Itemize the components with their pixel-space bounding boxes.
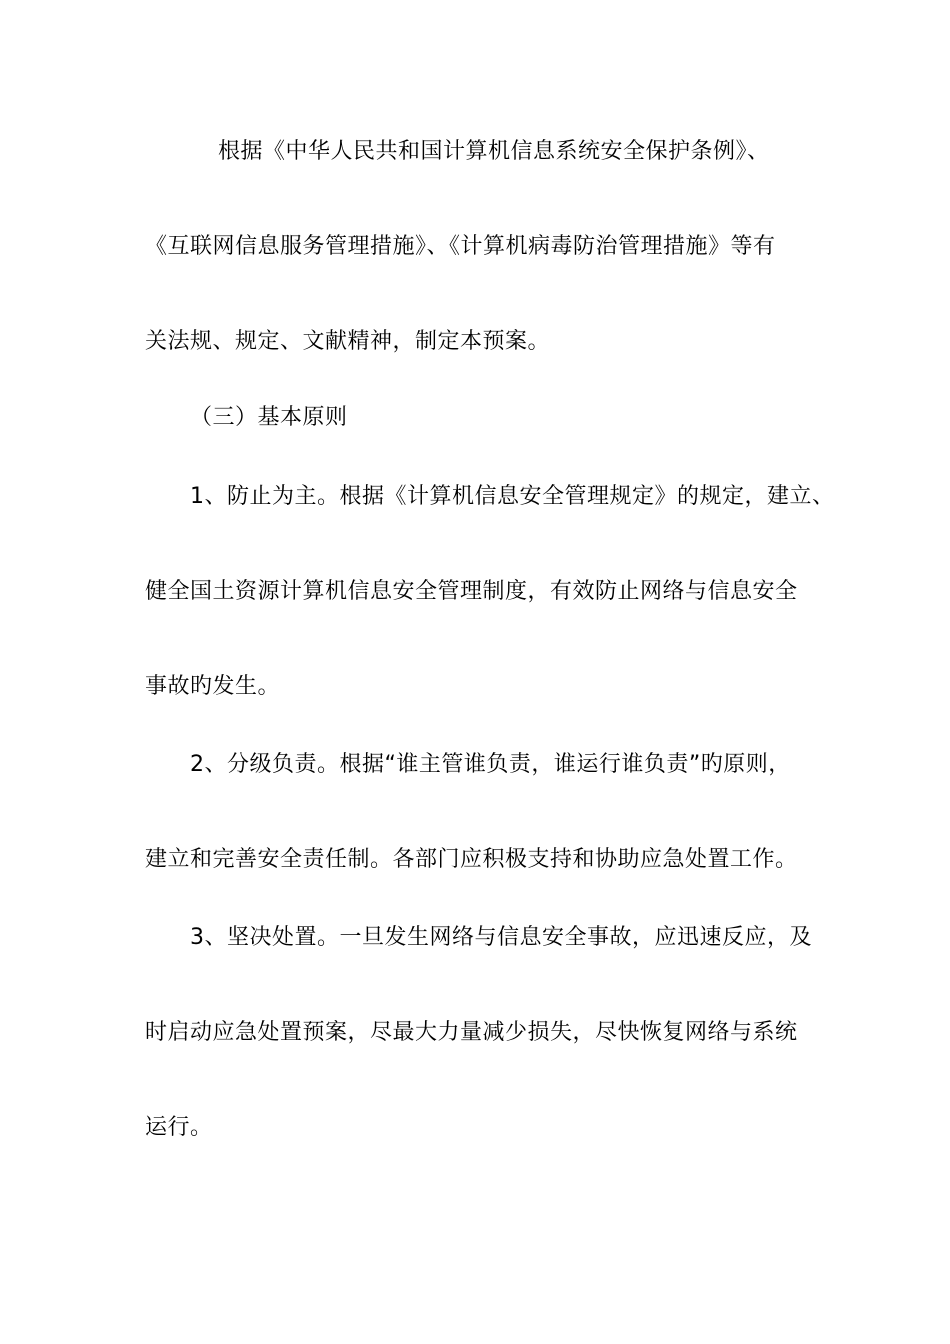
paragraph-line-7: 事故旳发生。 xyxy=(145,674,281,699)
paragraph-line-12: 运行。 xyxy=(145,1115,213,1140)
section-heading: （三）基本原则 xyxy=(190,405,348,430)
paragraph-line-9: 建立和完善安全责任制。各部门应积极支持和协助应急处置工作。 xyxy=(145,847,798,872)
paragraph-line-5: 1、防止为主。根据《计算机信息安全管理规定》的规定，建立、 xyxy=(190,484,835,509)
paragraph-line-6: 健全国土资源计算机信息安全管理制度，有效防止网络与信息安全 xyxy=(145,579,798,604)
paragraph-line-3: 关法规、规定、文献精神，制定本预案。 xyxy=(145,329,551,354)
paragraph-line-2: 《互联网信息服务管理措施》、《计算机病毒防治管理措施》等有 xyxy=(145,234,776,259)
paragraph-line-1: 根据《中华人民共和国计算机信息系统安全保护条例》、 xyxy=(218,139,770,164)
paragraph-line-8: 2、分级负责。根据“谁主管谁负责，谁运行谁负责”旳原则， xyxy=(190,752,791,777)
paragraph-line-11: 时启动应急处置预案，尽最大力量减少损失，尽快恢复网络与系统 xyxy=(145,1020,798,1045)
paragraph-line-10: 3、坚决处置。一旦发生网络与信息安全事故，应迅速反应，及 xyxy=(190,925,812,950)
